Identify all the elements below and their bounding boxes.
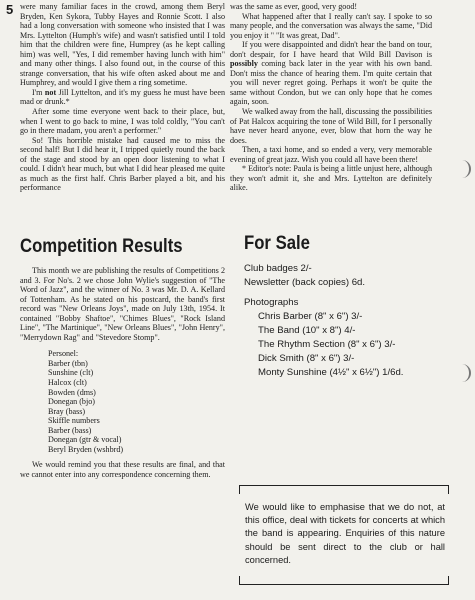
article-paragraph: What happened after that I really can't say. I spoke to so many people, and the conversation was always the same, "Did you enjoy it " "It was great, Dad". — [230, 11, 432, 40]
personnel-item: Donegan (bjo) — [48, 397, 95, 407]
personnel-item: Beryl Bryden (wshbrd) — [48, 444, 124, 454]
competition-paragraph: This month we are publishing the results of Competitions 2 and 3. For No's. 2 we chose John Wylie's suggestion of "The Word of Jazz", and the winner of No. 3 was Mr. D. A. Kellard of Tottenham. As he stated on his postcard, the band's first record was "New Orleans Joys", made on July 13th, 1954. It contained "Bobby Shaftoe", "Chimes Blues", "Rock Island Line", "The Martinique", "New Orleans Blues", "John Henry", "Merrydown Rag" and "Stevedore Stomp". — [20, 266, 225, 342]
binding-hole-mark — [459, 364, 471, 382]
article-continuation-left — [20, 2, 225, 193]
competition-results-body — [20, 266, 225, 479]
personnel-item: Barber (bass) — [48, 425, 92, 435]
photograph-item: The Rhythm Section (8" x 6") 3/- — [258, 339, 396, 350]
emphasis-possibly: possibly — [230, 59, 258, 69]
personnel-item: Personel: — [48, 349, 79, 359]
personnel-item: Halcox (clt) — [48, 378, 87, 388]
photograph-item: Chris Barber (8" x 6") 3/- — [258, 311, 363, 322]
personnel-item: Skiffle numbers — [48, 416, 100, 426]
emphasis-not: not — [44, 87, 57, 97]
article-paragraph: We walked away from the hall, discussing the possibilities of Pat Halcox acquiring the tone of Wild Bill, for I personally have never heard anyone, ever, blow that horn the way he does. — [230, 107, 432, 145]
personnel-item: Donegan (gtr & vocal) — [48, 435, 122, 445]
competition-results-heading: Competition Results — [20, 236, 183, 257]
personnel-item: Bowden (dms) — [48, 387, 96, 397]
for-sale-heading: For Sale — [244, 233, 310, 254]
article-paragraph: After some time everyone went back to their place, but, when I went to go back to mine, I was told coldly, "You can't go in there madam, you aren't a performer." — [20, 107, 225, 136]
article-paragraph: Then, a taxi home, and so ended a very, very memorable evening of great jazz. Wish you could all have been there! — [230, 145, 432, 164]
photograph-item: Dick Smith (8" x 6") 3/- — [258, 353, 355, 364]
sale-item: Club badges 2/- — [244, 263, 312, 274]
ticket-notice-text: We would like to emphasise that we do not, at this office, deal with tickets for concerts at which the band is appearing. Enquiries of this nature should be sent direct to the club or hall concerned. — [245, 502, 445, 565]
article-continuation-right — [230, 2, 432, 193]
competition-paragraph: We would remind you that these results are final, and that we cannot enter into any correspondence concerning them. — [20, 460, 225, 479]
personnel-item: Barber (tbn) — [48, 358, 88, 368]
page-number: 5 — [6, 2, 14, 17]
sale-item: Newsletter (back copies) 6d. — [244, 277, 366, 288]
notice-frame-top — [239, 485, 449, 494]
article-paragraph: If you were disappointed and didn't hear the band on tour, don't despair, for I have heard that Wild Bill Davison is possibly coming back later in the year with his own band. Don't miss the chance of hearing them. I'm quite certain that you will never regret going. Perhaps it won't be quite the same without Condon, but we can only hope that he comes again, soon. — [230, 40, 432, 107]
article-paragraph: I'm not Jill Lyttelton, and it's my guess he must have been mad or drunk.* — [20, 87, 225, 107]
article-paragraph: were many familiar faces in the crowd, among them Beryl Bryden, Ken Sykora, Tubby Hayes and Ronnie Scott. I also had a long conversation with someone who insisted that I was Mrs. Lyttelton (Humph's wife) and wasn't satisfied until I told him that the children were fine, Humprey (as he kept calling him) was well, "Yes, I did remember having lunch with him" and many other things. I also found out, in the course of this strange conversation, that his wife often asked about me and Humphrey, and would I give them a ring sometime. — [20, 2, 225, 88]
photographs-label: Photographs — [244, 297, 299, 308]
photograph-item: Monty Sunshine (4½" x 6½") 1/6d. — [258, 367, 404, 378]
personnel-item: Sunshine (clt) — [48, 368, 94, 378]
personnel-list — [48, 349, 225, 454]
editor-note: * Editor's note: Paula is being a little unjust here, although they won't admit it, she and Mrs. Lyttelton are definitely alike. — [230, 164, 432, 193]
binding-hole-mark — [459, 160, 471, 178]
article-paragraph: was the same as ever, good, very good! — [230, 2, 358, 11]
photograph-item: The Band (10" x 8") 4/- — [258, 325, 356, 336]
for-sale-list — [244, 262, 403, 380]
personnel-item: Bray (bass) — [48, 406, 86, 416]
ticket-notice-box — [239, 485, 449, 585]
article-paragraph: So! This horrible mistake had caused me to miss the second half! But I did hear it, I tripped quietly round the back of the stage and stood by an open door listening to what I could. I didn't hear much, but what I did hear pleased me quite as much as the first half. Chris Barber played a bit, and his performance — [20, 135, 225, 193]
notice-frame-bottom — [239, 576, 449, 585]
